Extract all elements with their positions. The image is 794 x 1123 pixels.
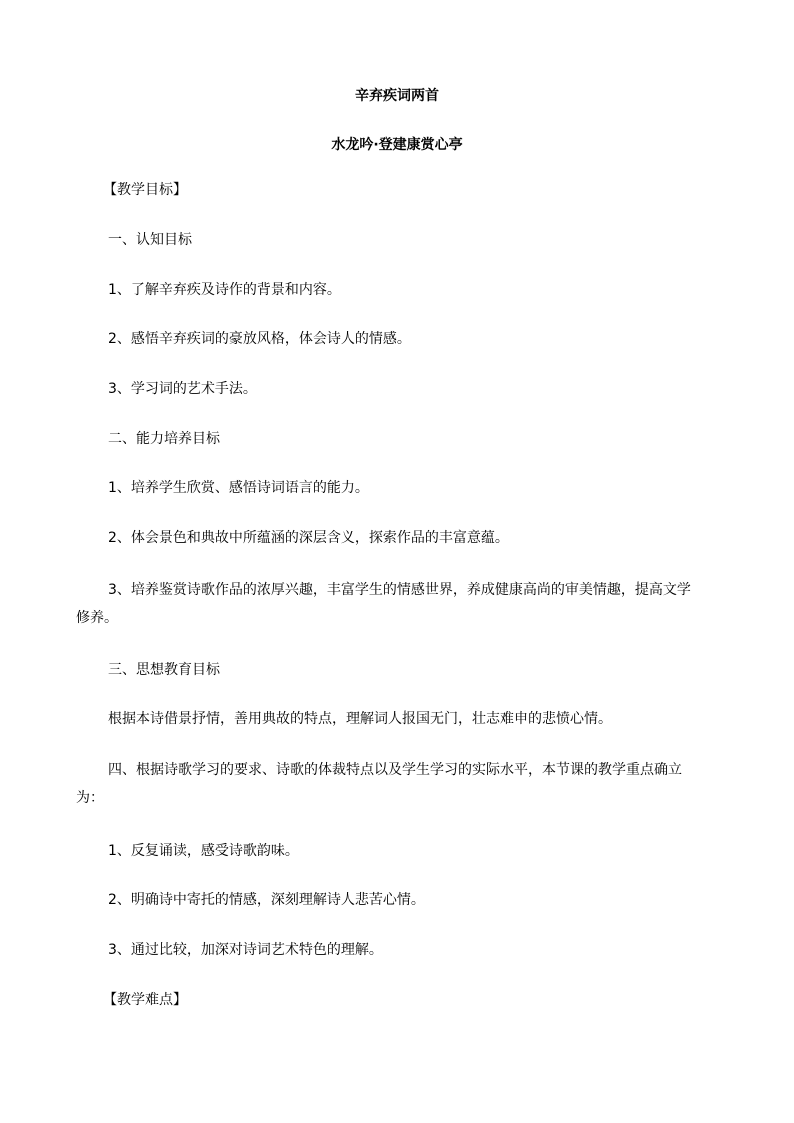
section-heading-objectives: 【教学目标】 [103, 182, 187, 198]
cognitive-goal-2: 2、感悟辛弃疾词的豪放风格，体会诗人的情感。 [108, 331, 411, 347]
cognitive-goal-3: 3、学习词的艺术手法。 [108, 381, 257, 397]
ability-goal-2: 2、体会景色和典故中所蕴涵的深层含义，探索作品的丰富意蕴。 [108, 530, 509, 546]
section-heading-difficulties: 【教学难点】 [103, 992, 187, 1008]
heading-ability-goals: 二、能力培养目标 [108, 431, 220, 447]
ability-goal-3: 3、培养鉴赏诗歌作品的浓厚兴趣，丰富学生的情感世界，养成健康高尚的审美情趣，提高文学修养。 [76, 582, 691, 626]
cognitive-goal-1: 1、了解辛弃疾及诗作的背景和内容。 [108, 282, 341, 298]
ideology-goal-text: 根据本诗借景抒情，善用典故的特点，理解词人报国无门，壮志难申的悲愤心情。 [108, 711, 612, 727]
key-point-3: 3、通过比较，加深对诗词艺术特色的理解。 [108, 942, 383, 958]
document-title: 辛弃疾词两首 [355, 88, 439, 104]
ability-goal-1: 1、培养学生欣赏、感悟诗词语言的能力。 [108, 480, 369, 496]
key-point-1: 1、反复诵读，感受诗歌韵味。 [108, 843, 299, 859]
key-point-2: 2、明确诗中寄托的情感，深刻理解诗人悲苦心情。 [108, 892, 425, 908]
heading-cognitive-goals: 一、认知目标 [108, 232, 192, 248]
document-subtitle: 水龙吟·登建康赏心亭 [331, 137, 463, 153]
heading-ideology-goals: 三、思想教育目标 [108, 662, 220, 678]
key-points-intro: 四、根据诗歌学习的要求、诗歌的体裁特点以及学生学习的实际水平，本节课的教学重点确立为： [76, 762, 682, 806]
